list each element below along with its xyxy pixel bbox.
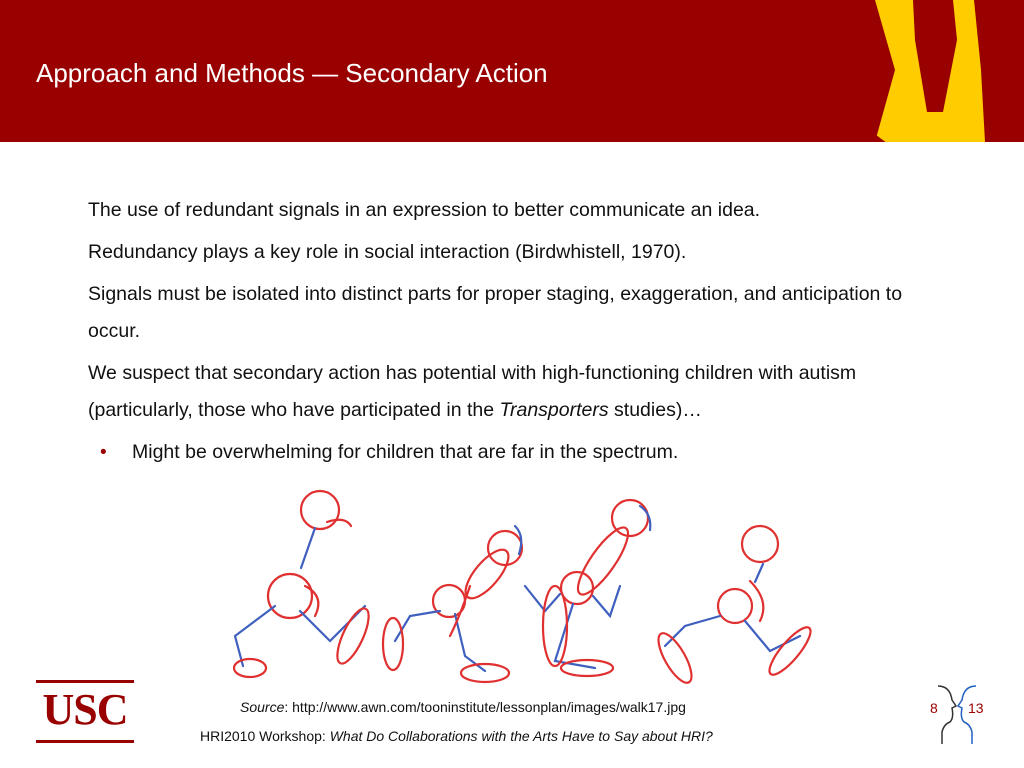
body-paragraph: Redundancy plays a key role in social interaction (Birdwhistell, 1970). — [88, 241, 687, 263]
workshop-footer — [200, 728, 713, 744]
walk-cycle-sketch-image — [215, 486, 820, 696]
p4-text-end: studies)… — [608, 399, 702, 421]
walk-figure-1 — [234, 491, 375, 677]
page-total: 13 — [968, 700, 984, 716]
source-label: Source — [240, 699, 285, 715]
slide-header — [0, 0, 1024, 142]
walk-figure-4 — [652, 526, 816, 687]
slide-body — [88, 192, 938, 471]
workshop-title: What Do Collaborations with the Arts Have to Say about HRI? — [329, 728, 713, 744]
image-source-credit — [240, 699, 686, 715]
bullet-text: Might be overwhelming for children that are far in the spectrum. — [132, 441, 679, 463]
bullet-item — [88, 434, 938, 471]
logo-bottom-rule — [36, 740, 134, 743]
usc-logo-text: USC — [42, 685, 128, 734]
v-logo-graphic — [835, 0, 1024, 142]
transporters-emphasis: Transporters — [499, 399, 609, 421]
workshop-label: HRI2010 Workshop: — [200, 728, 330, 744]
body-paragraph: The use of redundant signals in an expression to better communicate an idea. — [88, 199, 761, 221]
body-paragraph — [88, 355, 938, 429]
body-paragraph: Signals must be isolated into distinct parts for proper staging, exaggeration, and anticipation to occur. — [88, 283, 903, 342]
usc-logo — [36, 680, 134, 744]
page-number: 8 — [930, 700, 938, 716]
walk-figure-3 — [525, 500, 650, 676]
source-url: : http://www.awn.com/tooninstitute/lessonplan/images/walk17.jpg — [284, 699, 686, 715]
logo-top-rule — [36, 680, 134, 683]
p4-text-start: We suspect that secondary action has potential with high-functioning children with autism (particularly, those who have participated in the — [88, 362, 857, 421]
slide-title: Approach and Methods — Secondary Action — [36, 58, 548, 88]
bullet-marker: • — [100, 442, 107, 463]
walk-figure-2 — [383, 526, 522, 682]
